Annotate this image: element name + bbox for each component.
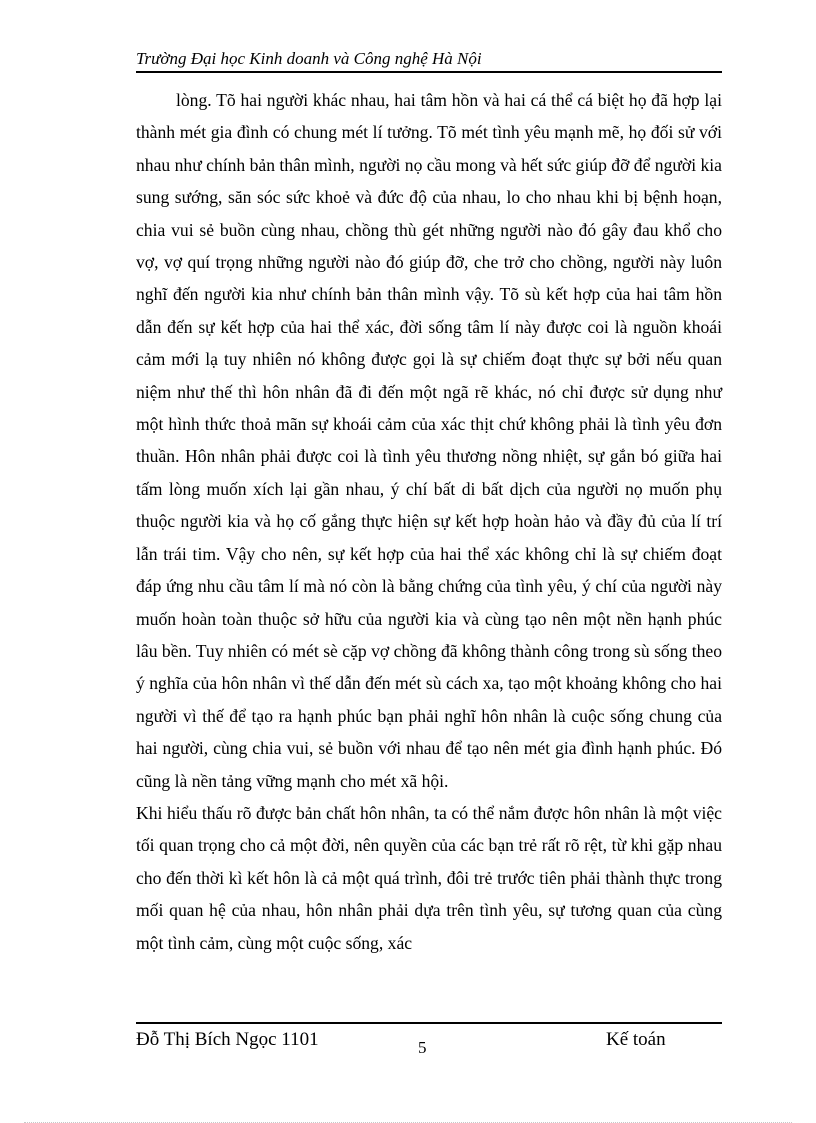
header-title: Trường Đại học Kinh doanh và Công nghệ Hà Nội [136, 49, 482, 68]
paragraph: lòng. Tõ hai người khác nhau, hai tâm hồn và hai cá thể cá biệt họ đã hợp lại thành mét gia đình có chung mét lí tưởng. Tõ mét tình yêu mạnh mẽ, họ đối sử với nhau như chính bản thân mình, người nọ cầu mong và hết sức giúp đỡ để người kia sung sướng, săn sóc sức khoẻ và đức độ của nhau, lo cho nhau khi bị bệnh hoạn, chia vui sẻ buồn cùng nhau, chồng thù gét những người nào đó gây đau khổ cho vợ, vợ quí trọng những người nào đó giúp đỡ, che trở cho chồng, người này luôn nghĩ đến người kia như chính bản thân mình vậy. Tõ sù kết hợp của hai tâm hồn dẫn đến sự kết hợp của hai thể xác, đời sống tâm lí này được coi là nguồn khoái cảm mới lạ tuy nhiên nó không được gọi là sự chiếm đoạt thực sự bởi nếu quan niệm như thế thì hôn nhân đã đi đến một ngã rẽ khác, nó chỉ được sử dụng như một hình thức thoả mãn sự khoái cảm của xác thịt chứ không phải là tình yêu đơn thuần. Hôn nhân phải được coi là tình yêu thương nồng nhiệt, sự gắn bó giữa hai tấm lòng muốn xích lại gần nhau, ý chí bất di bất dịch của người nọ muốn phụ thuộc người kia và họ cố gắng thực hiện sự kết hợp hoàn hảo và đầy đủ của lí trí lẫn trái tim. Vậy cho nên, sự kết hợp của hai thể xác không chỉ là sự chiếm đoạt đáp ứng nhu cầu tâm lí mà nó còn là bằng chứng của tình yêu, ý chí của người này muốn hoàn toàn thuộc sở hữu của người kia và cùng tạo nên một nền hạnh phúc lâu bền. Tuy nhiên có mét sè cặp vợ chồng đã không thành công trong sù sống theo ý nghĩa của hôn nhân vì thế dẫn đến mét sù cách xa, tạo một khoảng không cho hai người vì thế để tạo ra hạnh phúc bạn phải nghĩ hôn nhân là cuộc sống chung của hai người, cùng chia vui, sẻ buồn với nhau để tạo nên mét gia đình hạnh phúc. Đó cũng là nền tảng vững mạnh cho mét xã hội. [136, 90, 722, 791]
page-header [136, 48, 722, 73]
page-number: 5 [418, 1038, 427, 1057]
footer-author: Đỗ Thị Bích Ngọc 1101 [136, 1029, 319, 1050]
footer-divider [136, 1022, 722, 1024]
paragraph: Khi hiểu thấu rõ được bản chất hôn nhân, ta có thể nắm được hôn nhân là một việc tối quan trọng cho cả một đời, nên quyền của các bạn trẻ rất rõ rệt, từ khi gặp nhau cho đến thời kì kết hôn là cả một quá trình, đôi trẻ trước tiên phải thành thực trong mối quan hệ của nhau, hôn nhân phải dựa trên tình yêu, sự tương quan của cùng một tình cảm, cùng một cuộc sống, xác [136, 802, 722, 953]
document-body [136, 84, 722, 959]
footer-department: Kế toán [606, 1029, 666, 1050]
